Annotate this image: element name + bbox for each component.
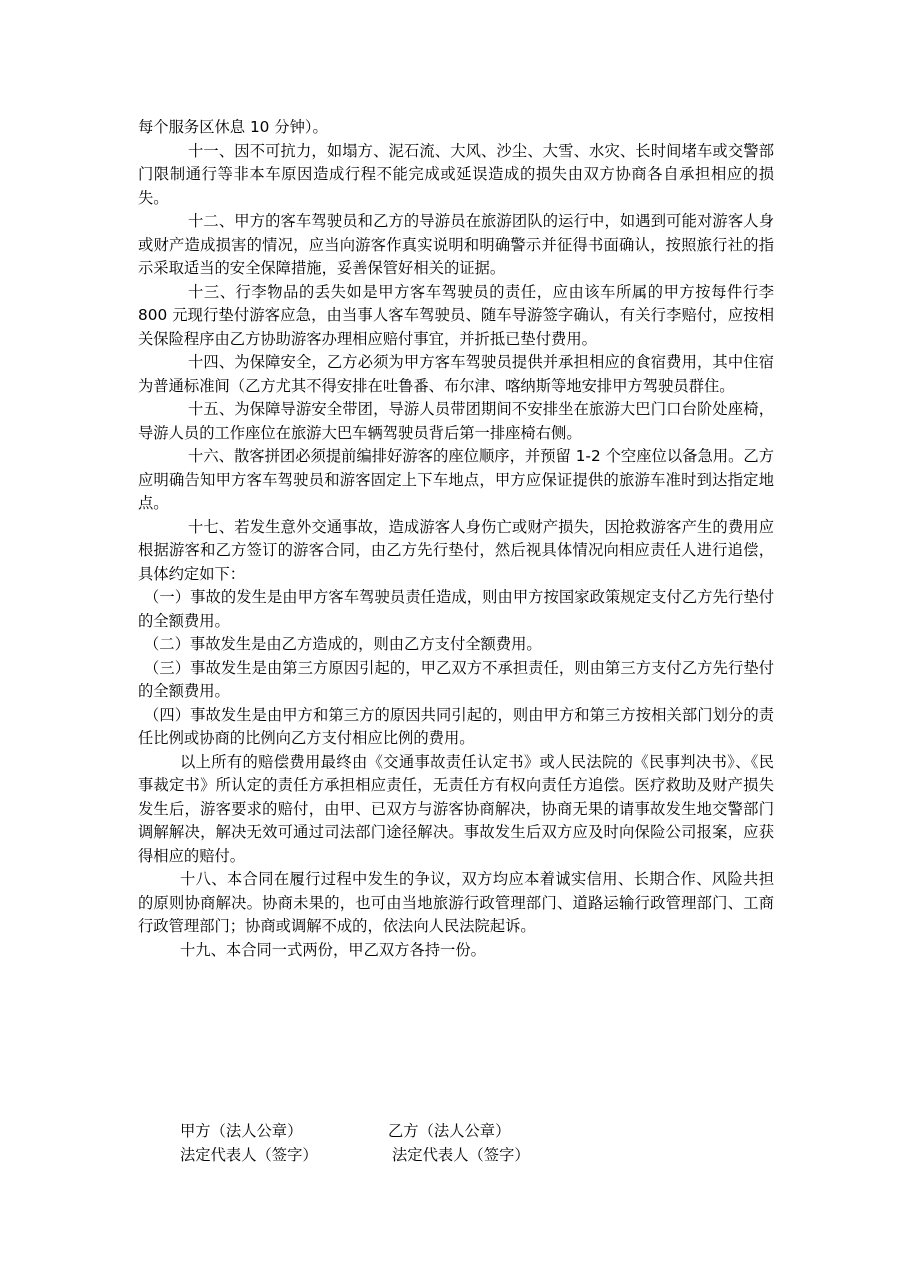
paragraph-service-break: 每个服务区休息 10 分钟）。 — [138, 118, 328, 136]
party-a-seal-label: 甲方（法人公章） — [180, 1122, 303, 1140]
clause-12: 十二、甲方的客车驾驶员和乙方的导游员在旅游团队的运行中，如遇到可能对游客人身或财产造成损害的情况，应当向游客作真实说明和明确警示并征得书面确认，按照旅行社的指示采取适当的安全保障措施，妥善保管好相关的证据。 — [138, 212, 774, 277]
signature-rep-row — [180, 1144, 530, 1168]
signature-seal-row — [180, 1120, 530, 1144]
clause-17: 十七、若发生意外交通事故，造成游客人身伤亡或财产损失，因抢救游客产生的费用应根据游客和乙方签订的游客合同，由乙方先行垫付，然后视具体情况向相应责任人进行追偿，具体约定如下： — [138, 517, 774, 583]
clause-13: 十三、行李物品的丢失如是甲方客车驾驶员的责任，应由该车所属的甲方按每件行李 800 元现行垫付游客应急，由当事人客车驾驶员、随车导游签字确认，有关行李赔付，应按相关保险程序由乙方协助游客办理相应赔付事宜，并折抵已垫付费用。 — [138, 282, 774, 348]
clause-17-item-3: （三）事故发生是由第三方原因引起的，甲乙双方不承担责任，则由第三方支付乙方先行垫付的全额费用。 — [138, 658, 774, 700]
signature-block — [180, 1120, 530, 1167]
clause-14: 十四、为保障安全，乙方必须为甲方客车驾驶员提供并承担相应的食宿费用，其中住宿为普通标准间（乙方尤其不得安排在吐鲁番、布尔津、喀纳斯等地安排甲方驾驶员群住。 — [138, 353, 774, 395]
party-b-rep-label: 法定代表人（签字） — [392, 1145, 530, 1164]
compensation-paragraph: 以上所有的赔偿费用最终由《交通事故责任认定书》或人民法院的《民事判决书》、《民事裁定书》所认定的责任方承担相应责任，无责任方有权向责任方追偿。医疗救助及财产损失发生后，游客要求的赔付，由甲、已双方与游客协商解决，协商无果的请事故发生地交警部门调解解决，解决无效可通过司法部门途径解决。事故发生后双方应及时向保险公司报案，应获得相应的赔付。 — [138, 752, 774, 865]
contract-body — [138, 116, 774, 962]
clause-11: 十一、因不可抗力，如塌方、泥石流、大风、沙尘、大雪、水灾、长时间堵车或交警部门限制通行等非本车原因造成行程不能完成或延误造成的损失由双方协商各自承担相应的损失。 — [138, 141, 774, 207]
clause-15: 十五、为保障导游安全带团，导游人员带团期间不安排坐在旅游大巴门口台阶处座椅，导游人员的工作座位在旅游大巴车辆驾驶员背后第一排座椅右侧。 — [138, 400, 774, 442]
clause-19: 十九、本合同一式两份，甲乙双方各持一份。 — [180, 940, 486, 959]
clause-17-item-4: （四）事故发生是由甲方和第三方的原因共同引起的，则由甲方和第三方按相关部门划分的责任比例或协商的比例向乙方支付相应比例的费用。 — [138, 705, 774, 747]
clause-17-item-1: （一）事故的发生是由甲方客车驾驶员责任造成，则由甲方按国家政策规定支付乙方先行垫付的全额费用。 — [138, 588, 774, 630]
party-a-rep-label: 法定代表人（签字） — [180, 1145, 318, 1164]
clause-17-item-2: （二）事故发生是由乙方造成的，则由乙方支付全额费用。 — [144, 635, 542, 653]
party-b-seal-label: 乙方（法人公章） — [388, 1122, 511, 1140]
clause-16: 十六、散客拼团必须提前编排好游客的座位顺序，并预留 1-2 个空座位以备急用。乙方应明确告知甲方客车驾驶员和游客固定上下车地点，甲方应保证提供的旅游车准时到达指定地点。 — [138, 447, 774, 512]
clause-18: 十八、本合同在履行过程中发生的争议，双方均应本着诚实信用、长期合作、风险共担的原则协商解决。协商未果的，也可由当地旅游行政管理部门、道路运输行政管理部门、工商行政管理部门；协商或调解不成的，依法向人民法院起诉。 — [138, 870, 774, 935]
